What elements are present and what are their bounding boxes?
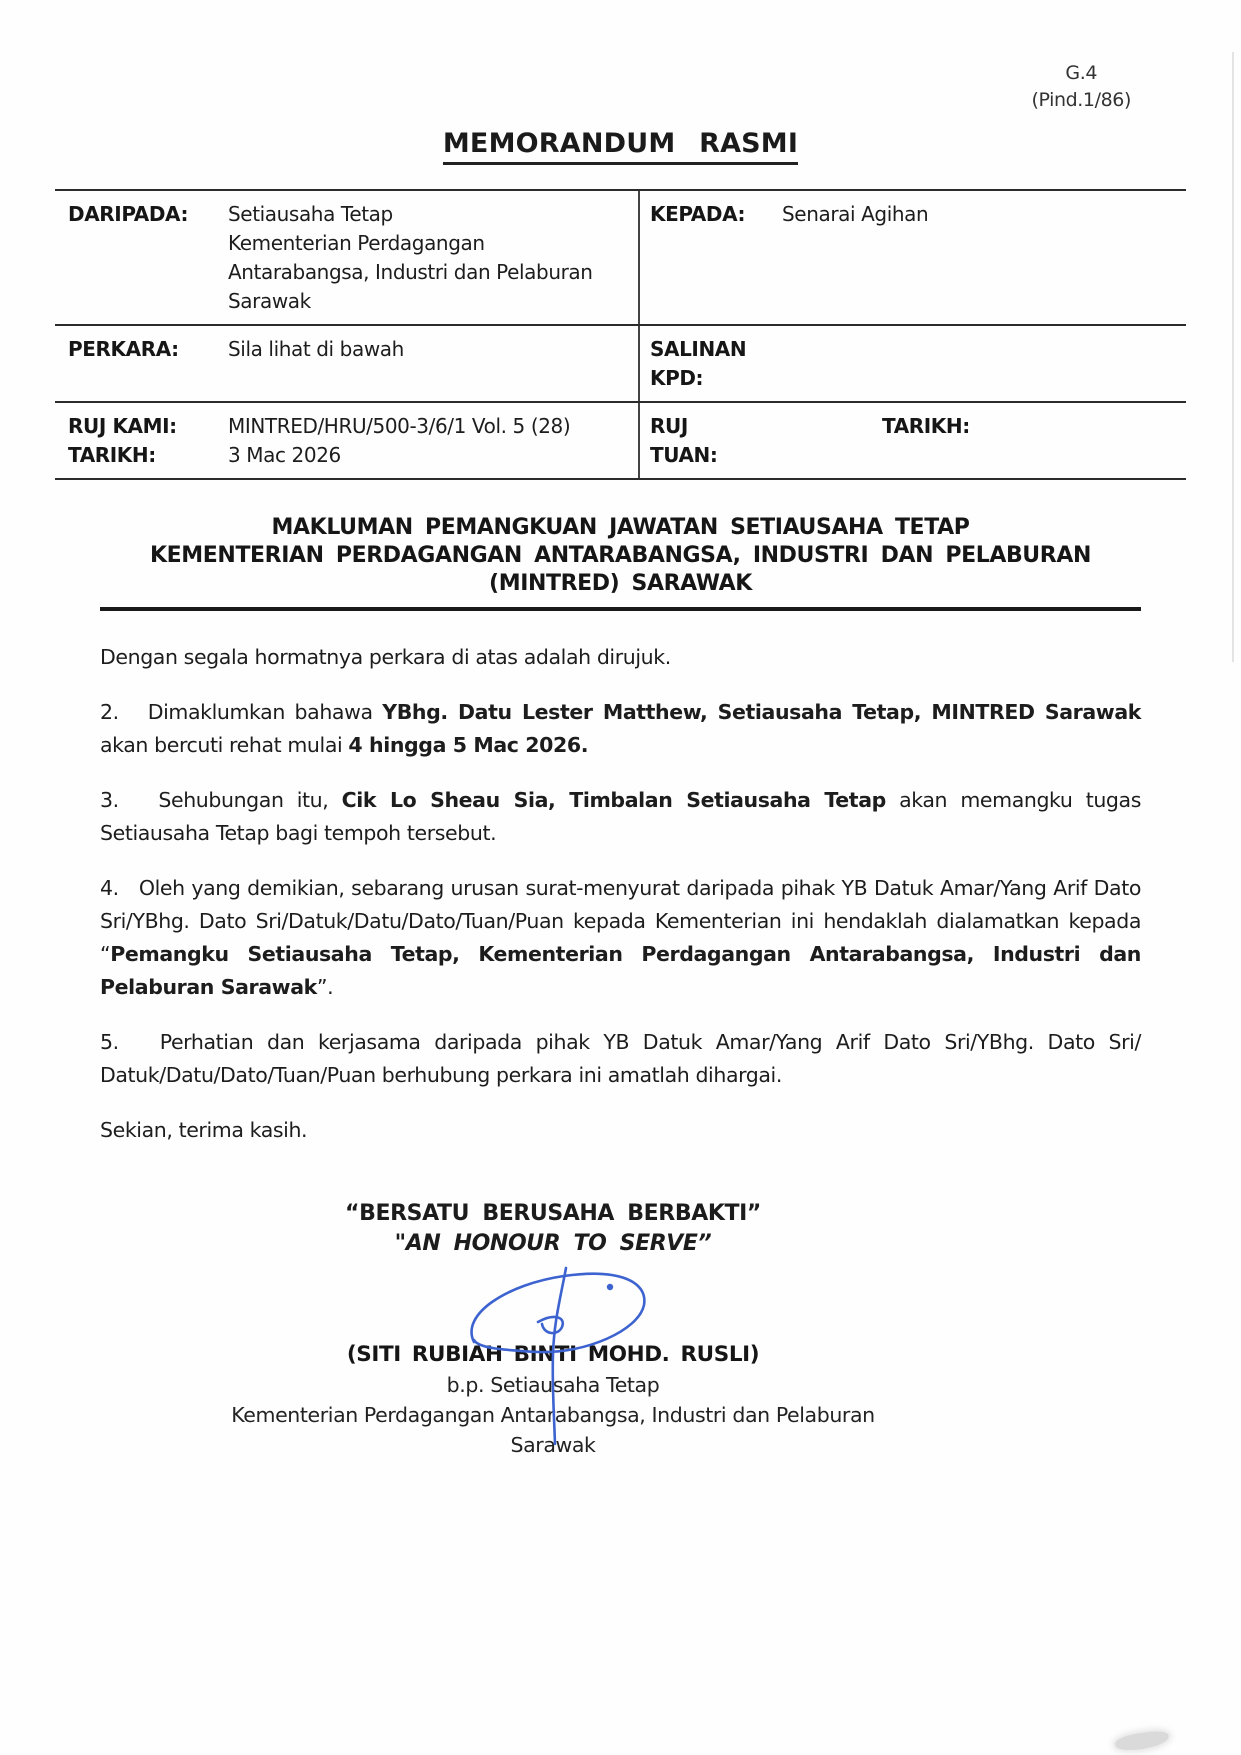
- ruj-kami-value: MINTRED/HRU/500-3/6/1 Vol. 5 (28): [228, 414, 571, 438]
- motto-line-1: “BERSATU BERUSAHA BERBAKTI”: [345, 1201, 761, 1226]
- table-row-daripada-kepada: [55, 191, 1186, 324]
- kepada-value: Senarai Agihan: [782, 202, 929, 226]
- signatory-for: b.p. Setiausaha Tetap: [446, 1373, 660, 1397]
- cell-perkara: [55, 326, 638, 401]
- signature-zone: [100, 1199, 1141, 1460]
- table-row-perkara-salinan: [55, 324, 1186, 401]
- ruj-tuan-label-line1: RUJ: [650, 414, 688, 438]
- body-text: [100, 641, 1141, 1147]
- daripada-line-1: Setiausaha Tetap: [228, 202, 393, 226]
- paragraph-3: 3. Sehubungan itu, Cik Lo Sheau Sia, Timbalan Setiausaha Tetap akan memangku tugas Setiausaha Tetap bagi tempoh tersebut.: [100, 788, 1141, 845]
- cell-ruj-tuan: [638, 403, 1186, 478]
- cell-salinan-kpd: [638, 326, 1186, 401]
- page-title: MEMORANDUM RASMI: [443, 128, 798, 165]
- memo-header-table: [55, 189, 1186, 480]
- daripada-label: DARIPADA:: [68, 202, 189, 226]
- subject-line-3: (MINTRED) SARAWAK: [489, 571, 752, 596]
- paragraph-4: 4. Oleh yang demikian, sebarang urusan surat-menyurat daripada pihak YB Datuk Amar/Yang Arif Dato Sri/YBhg. Dato Sri/Datuk/Datu/Dato/Tuan/Puan kepada Kementerian ini hendaklah dialamatkan kepada “Pemangku Setiausaha Tetap, Kementerian Perdagangan Antarabangsa, Industri dan Pelaburan Sarawak”.: [100, 876, 1141, 999]
- cell-ruj-kami: [55, 403, 638, 478]
- subject-underline-rule: [100, 607, 1141, 611]
- tarikh-label: TARIKH:: [68, 443, 156, 467]
- scan-edge-artifact: [1232, 52, 1234, 662]
- form-code-block: [1031, 60, 1131, 114]
- motto-line-2: "AN HONOUR TO SERVE”: [394, 1231, 712, 1256]
- kepada-label: KEPADA:: [650, 202, 746, 226]
- perkara-label: PERKARA:: [68, 337, 179, 361]
- signatory-name: (SITI RUBIAH BINTI MOHD. RUSLI): [346, 1342, 760, 1367]
- motto: [173, 1199, 933, 1259]
- tarikh-value: 3 Mac 2026: [228, 443, 341, 467]
- cell-daripada: [55, 191, 638, 324]
- paragraph-2: 2. Dimaklumkan bahawa YBhg. Datu Lester Matthew, Setiausaha Tetap, MINTRED Sarawak akan bercuti rehat mulai 4 hingga 5 Mac 2026.: [100, 700, 1141, 757]
- ruj-kami-label: RUJ KAMI:: [68, 414, 177, 438]
- subject-line-2: KEMENTERIAN PERDAGANGAN ANTARABANGSA, INDUSTRI DAN PELABURAN: [150, 543, 1091, 568]
- subject-line-1: MAKLUMAN PEMANGKUAN JAWATAN SETIAUSAHA TETAP: [271, 515, 970, 540]
- form-revision: (Pind.1/86): [1031, 89, 1131, 111]
- table-row-rujukan-tarikh: [55, 401, 1186, 478]
- paragraph-salutation: Dengan segala hormatnya perkara di atas adalah dirujuk.: [100, 645, 671, 669]
- daripada-line-3: Antarabangsa, Industri dan Pelaburan: [228, 260, 593, 284]
- tarikh-tuan-label: TARIKH:: [882, 414, 970, 438]
- ruj-tuan-label-line2: TUAN:: [650, 443, 718, 467]
- cell-kepada: [638, 191, 1186, 324]
- daripada-line-2: Kementerian Perdagangan: [228, 231, 485, 255]
- subject-heading: [0, 514, 1241, 598]
- signatory-org-line2: Sarawak: [510, 1433, 596, 1457]
- daripada-value: [228, 200, 593, 316]
- scan-smudge-artifact: [1114, 1729, 1170, 1752]
- perkara-value: Sila lihat di bawah: [228, 337, 404, 361]
- daripada-line-4: Sarawak: [228, 289, 311, 313]
- salinan-label-line1: SALINAN: [650, 337, 747, 361]
- signatory-org-line1: Kementerian Perdagangan Antarabangsa, Industri dan Pelaburan: [231, 1403, 875, 1427]
- form-code: G.4: [1065, 62, 1098, 84]
- paragraph-5: 5. Perhatian dan kerjasama daripada pihak YB Datuk Amar/Yang Arif Dato Sri/YBhg. Dato Sri/ Datuk/Datu/Dato/Tuan/Puan berhubung perkara ini amatlah dihargai.: [100, 1030, 1141, 1087]
- salinan-label-line2: KPD:: [650, 366, 704, 390]
- paragraph-closing: Sekian, terima kasih.: [100, 1118, 308, 1142]
